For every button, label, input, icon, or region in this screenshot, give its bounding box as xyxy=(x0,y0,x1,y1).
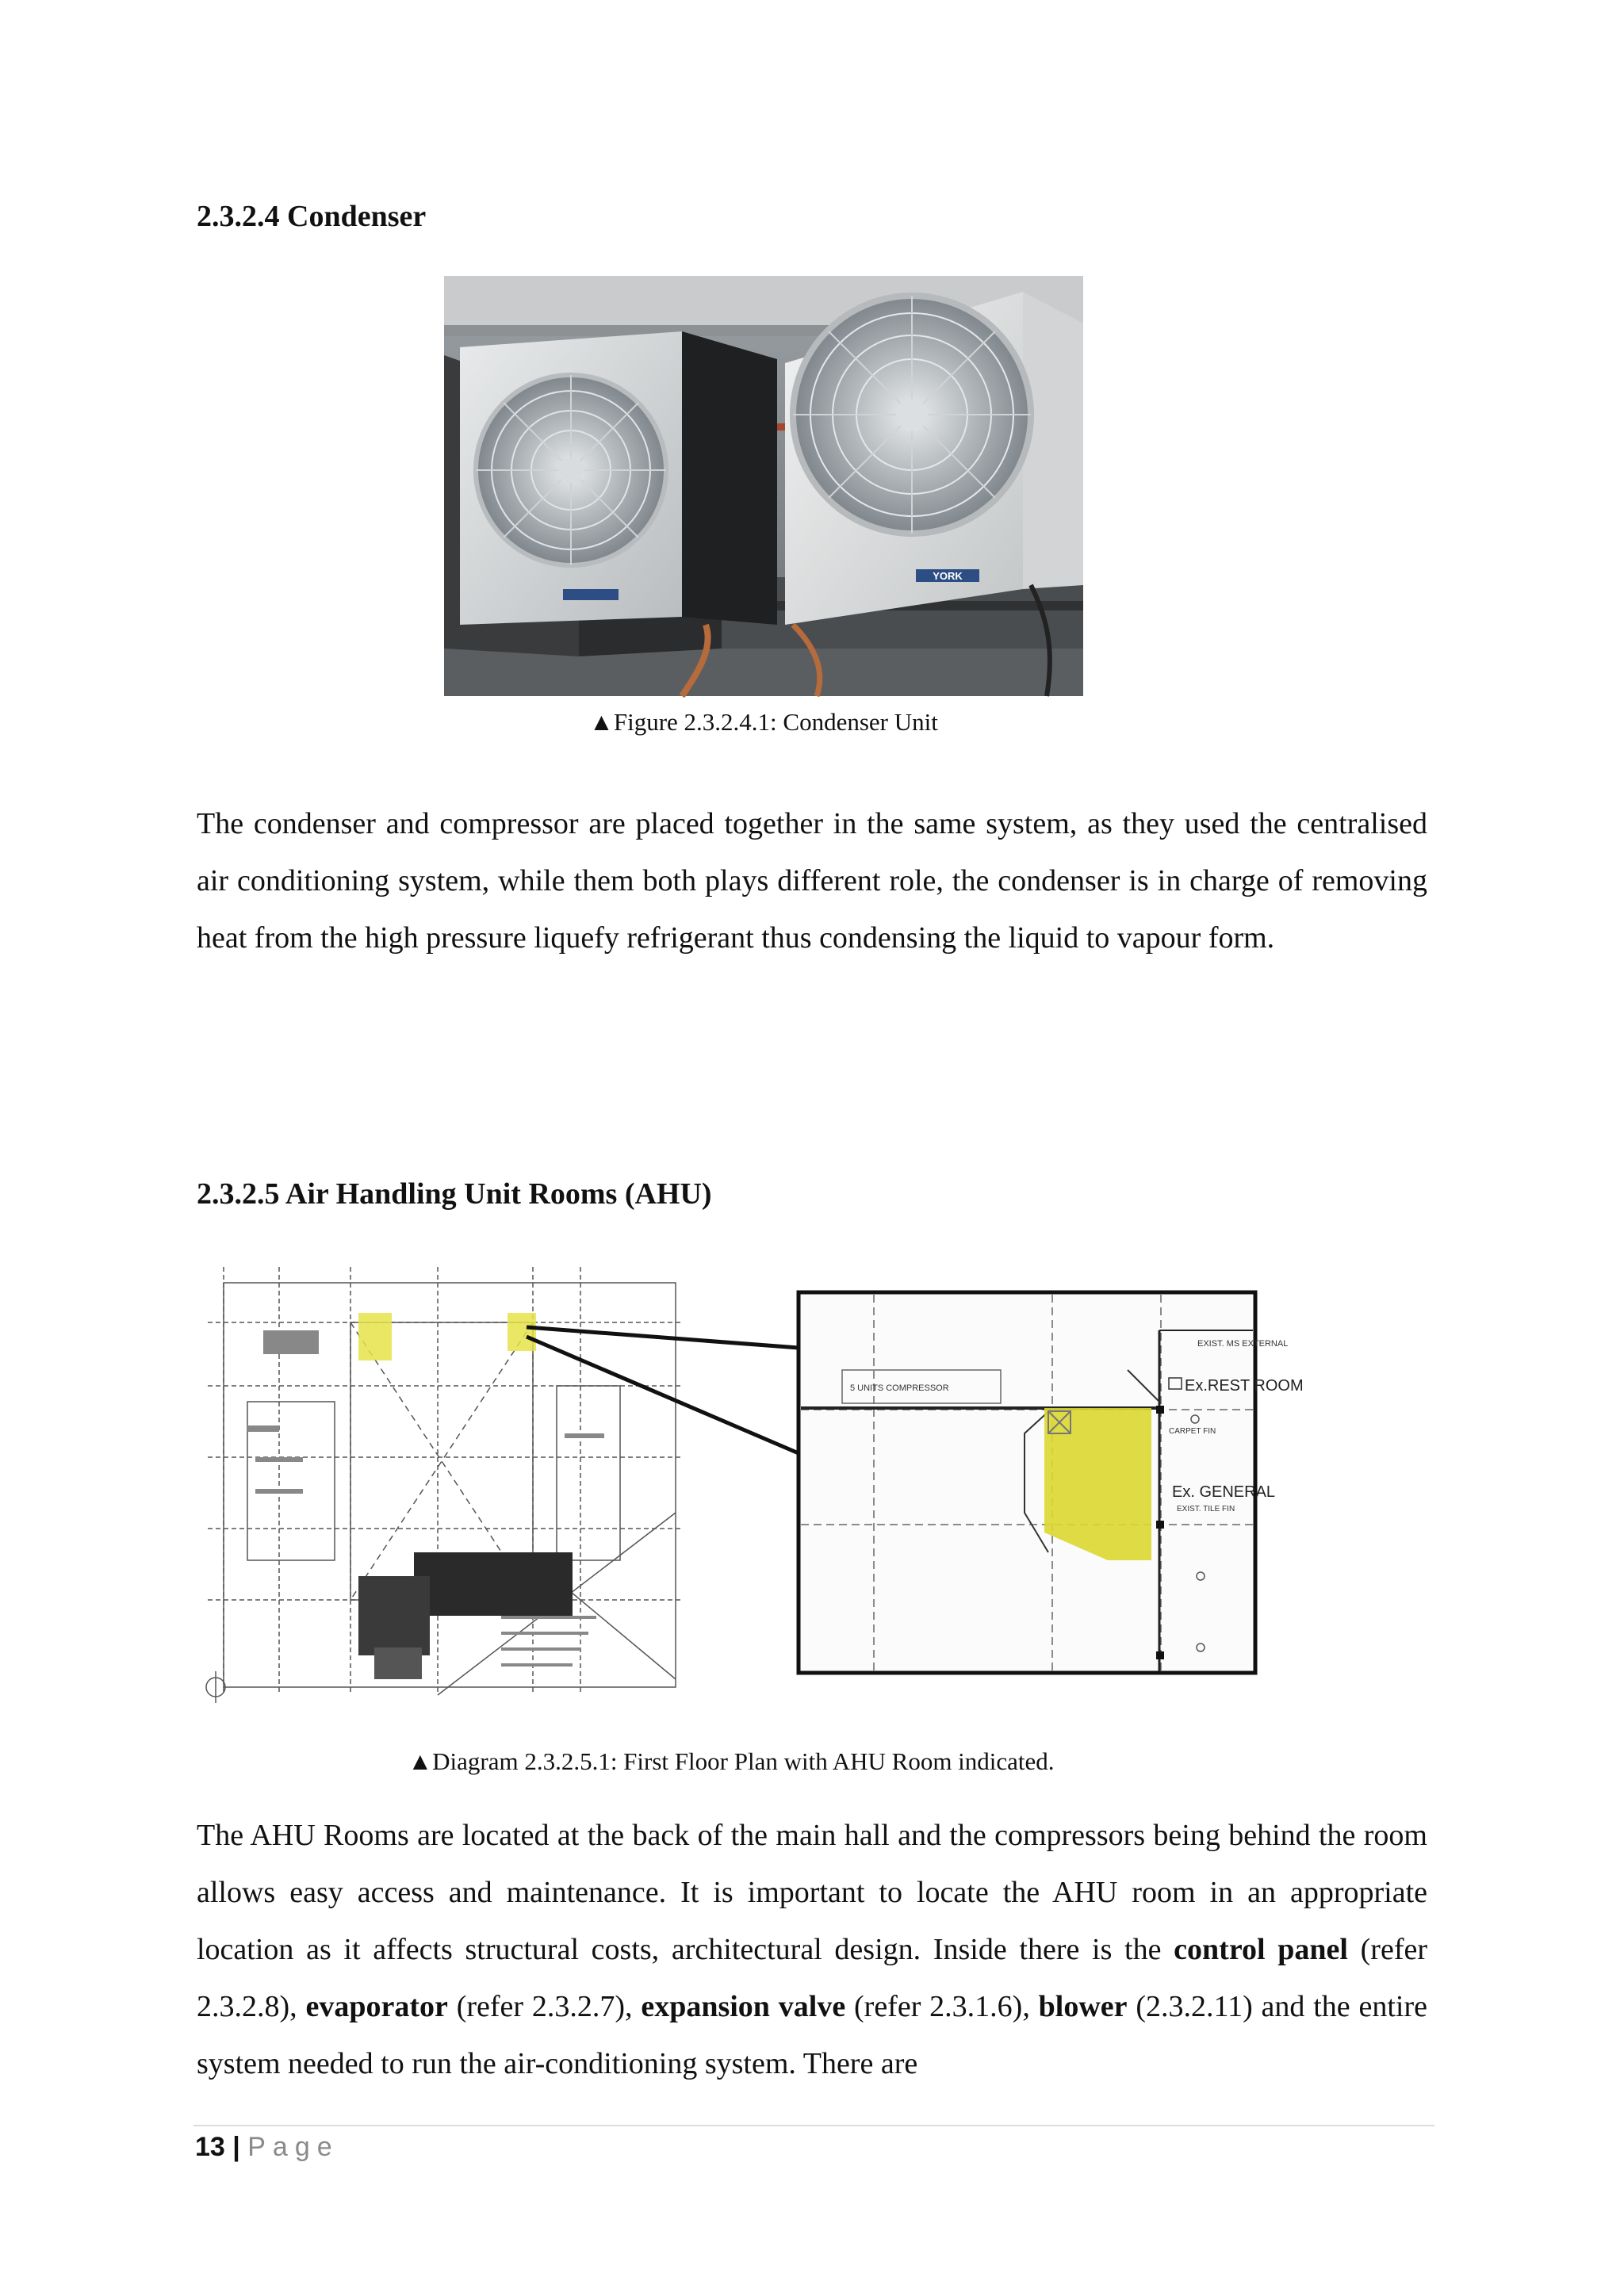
page-word: Page xyxy=(247,2132,339,2162)
diagram-caption-floor-plan: ▲Diagram 2.3.2.5.1: First Floor Plan with AHU Room indicated. xyxy=(408,1747,1055,1775)
label-ex-rest-room: Ex.REST ROOM xyxy=(1185,1377,1304,1395)
label-exist-tile: EXIST. TILE FIN xyxy=(1177,1505,1235,1513)
label-carpet-fin: CARPET FIN xyxy=(1169,1427,1216,1436)
unit-brand-label: YORK xyxy=(933,570,963,582)
footer-divider xyxy=(193,2125,1434,2126)
first-floor-plan-diagram xyxy=(200,1251,1304,1727)
label-units-compressor: 5 UNITS COMPRESSOR xyxy=(850,1383,949,1393)
condenser-paragraph: The condenser and compressor are placed together in the same system, as they used the centralised air conditioning system, while them both plays different role, the condenser is in charge of removing heat from the high pressure liquefy refrigerant thus condensing the liquid to vapour form. xyxy=(197,807,1427,955)
ahu-text-1: The AHU Rooms are located at the back of the main hall and the compressors being behind the room allows easy access and maintenance. It is important to locate the AHU room in an appropriate location as it affects structural costs, architectural design. Inside there is the xyxy=(197,1819,1427,1966)
section-heading-ahu: 2.3.2.5 Air Handling Unit Rooms (AHU) xyxy=(197,1177,712,1211)
ahu-text-5: (2.3.2.11) and the entire system needed to run the air-conditioning system. There are xyxy=(197,1990,1427,2080)
term-expansion-valve: expansion valve xyxy=(641,1990,846,2023)
condenser-unit-photo xyxy=(444,276,1083,696)
label-exist-ms-external: EXIST. MS EXTERNAL xyxy=(1197,1339,1289,1349)
label-ex-general: Ex. GENERAL xyxy=(1172,1483,1276,1501)
ahu-text-4: (refer 2.3.1.6), xyxy=(845,1990,1039,2023)
figure-caption-condenser: ▲Figure 2.3.2.4.1: Condenser Unit xyxy=(589,708,938,736)
term-control-panel: control panel xyxy=(1174,1933,1348,1966)
term-evaporator: evaporator xyxy=(305,1990,448,2023)
section-heading-condenser: 2.3.2.4 Condenser xyxy=(197,200,427,233)
page-number: 13 xyxy=(195,2132,225,2162)
ahu-text-2: (refer 2.3.2.8), xyxy=(197,1933,1427,2023)
page-footer xyxy=(195,2130,339,2164)
footer-separator: | xyxy=(232,2132,240,2162)
ahu-text-3: (refer 2.3.2.7), xyxy=(447,1990,642,2023)
ahu-paragraph xyxy=(197,1807,1427,2092)
term-blower: blower xyxy=(1038,1990,1128,2023)
